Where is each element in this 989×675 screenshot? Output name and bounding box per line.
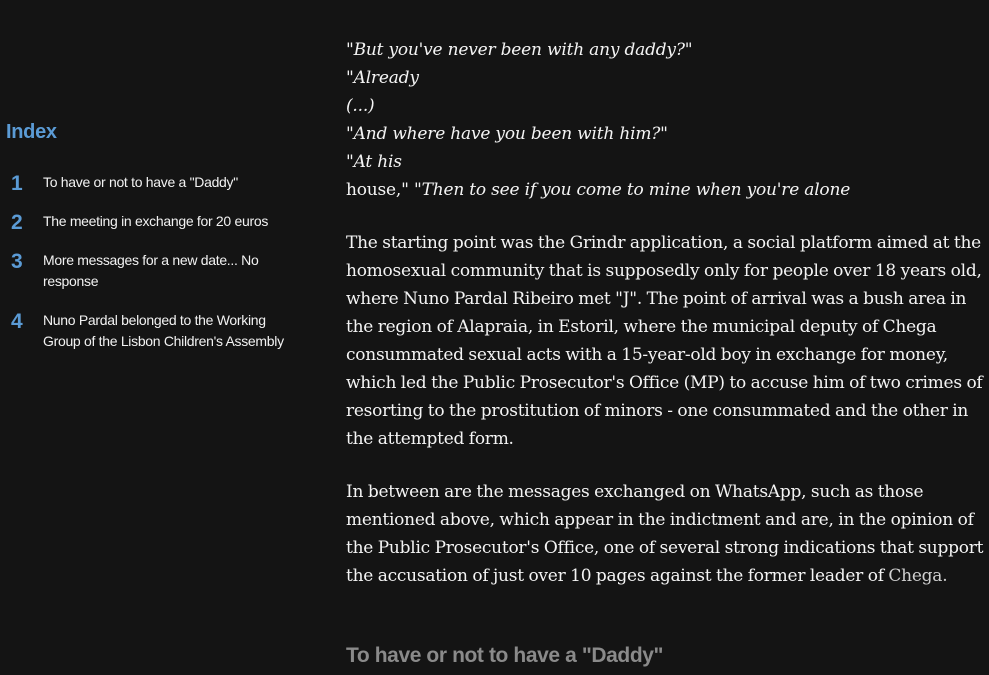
article-body — [346, 36, 989, 615]
index-item-number: 3 — [11, 250, 23, 273]
index-item-label[interactable]: To have or not to have a "Daddy" — [43, 174, 238, 190]
index-item-number: 1 — [11, 172, 23, 195]
quote-line: "At his — [346, 152, 402, 172]
quote-last-prefix: house," — [346, 180, 409, 200]
index-item-label[interactable]: The meeting in exchange for 20 euros — [43, 213, 269, 229]
index-item-number: 2 — [11, 211, 23, 234]
index-title: Index — [6, 121, 57, 143]
paragraph-2-main: In between are the messages exchanged on WhatsApp, such as those mentioned above, which appear in the indictment and are, in the opinion of the Public Prosecutor's Office, one of several strong indications that support the accusation of just over 10 pages against the former leader of — [346, 482, 984, 586]
paragraph-2-end: Chega. — [888, 566, 948, 586]
quote-line: "But you've never been with any daddy?" — [346, 40, 693, 60]
quoted-messages — [346, 36, 989, 204]
index-item-label[interactable]: More messages for a new date... No response — [43, 252, 259, 289]
quote-line-last — [346, 176, 989, 204]
section-heading: To have or not to have a "Daddy" — [346, 644, 664, 667]
index-item-label[interactable]: Nuno Pardal belonged to the Working Group of the Lisbon Children's Assembly — [43, 312, 284, 349]
quote-line: (...) — [346, 96, 375, 116]
article-paragraph-2 — [346, 478, 989, 590]
article-index-sidebar — [0, 0, 320, 675]
quote-last-rest: "Then to see if you come to mine when you're alone — [408, 180, 851, 200]
index-item-number: 4 — [11, 310, 23, 333]
quote-line: "Already — [346, 68, 419, 88]
quote-line: "And where have you been with him?" — [346, 124, 668, 144]
article-paragraph-1: The starting point was the Grindr application, a social platform aimed at the homosexual community that is supposedly only for people over 18 years old, where Nuno Pardal Ribeiro met "J". The point of arrival was a bush area in the region of Alapraia, in Estoril, where the municipal deputy of Chega consummated sexual acts with a 15-year-old boy in exchange for money, which led the Public Prosecutor's Office (MP) to accuse him of two crimes of resorting to the prostitution of minors - one consummated and the other in the attempted form. — [346, 233, 983, 449]
